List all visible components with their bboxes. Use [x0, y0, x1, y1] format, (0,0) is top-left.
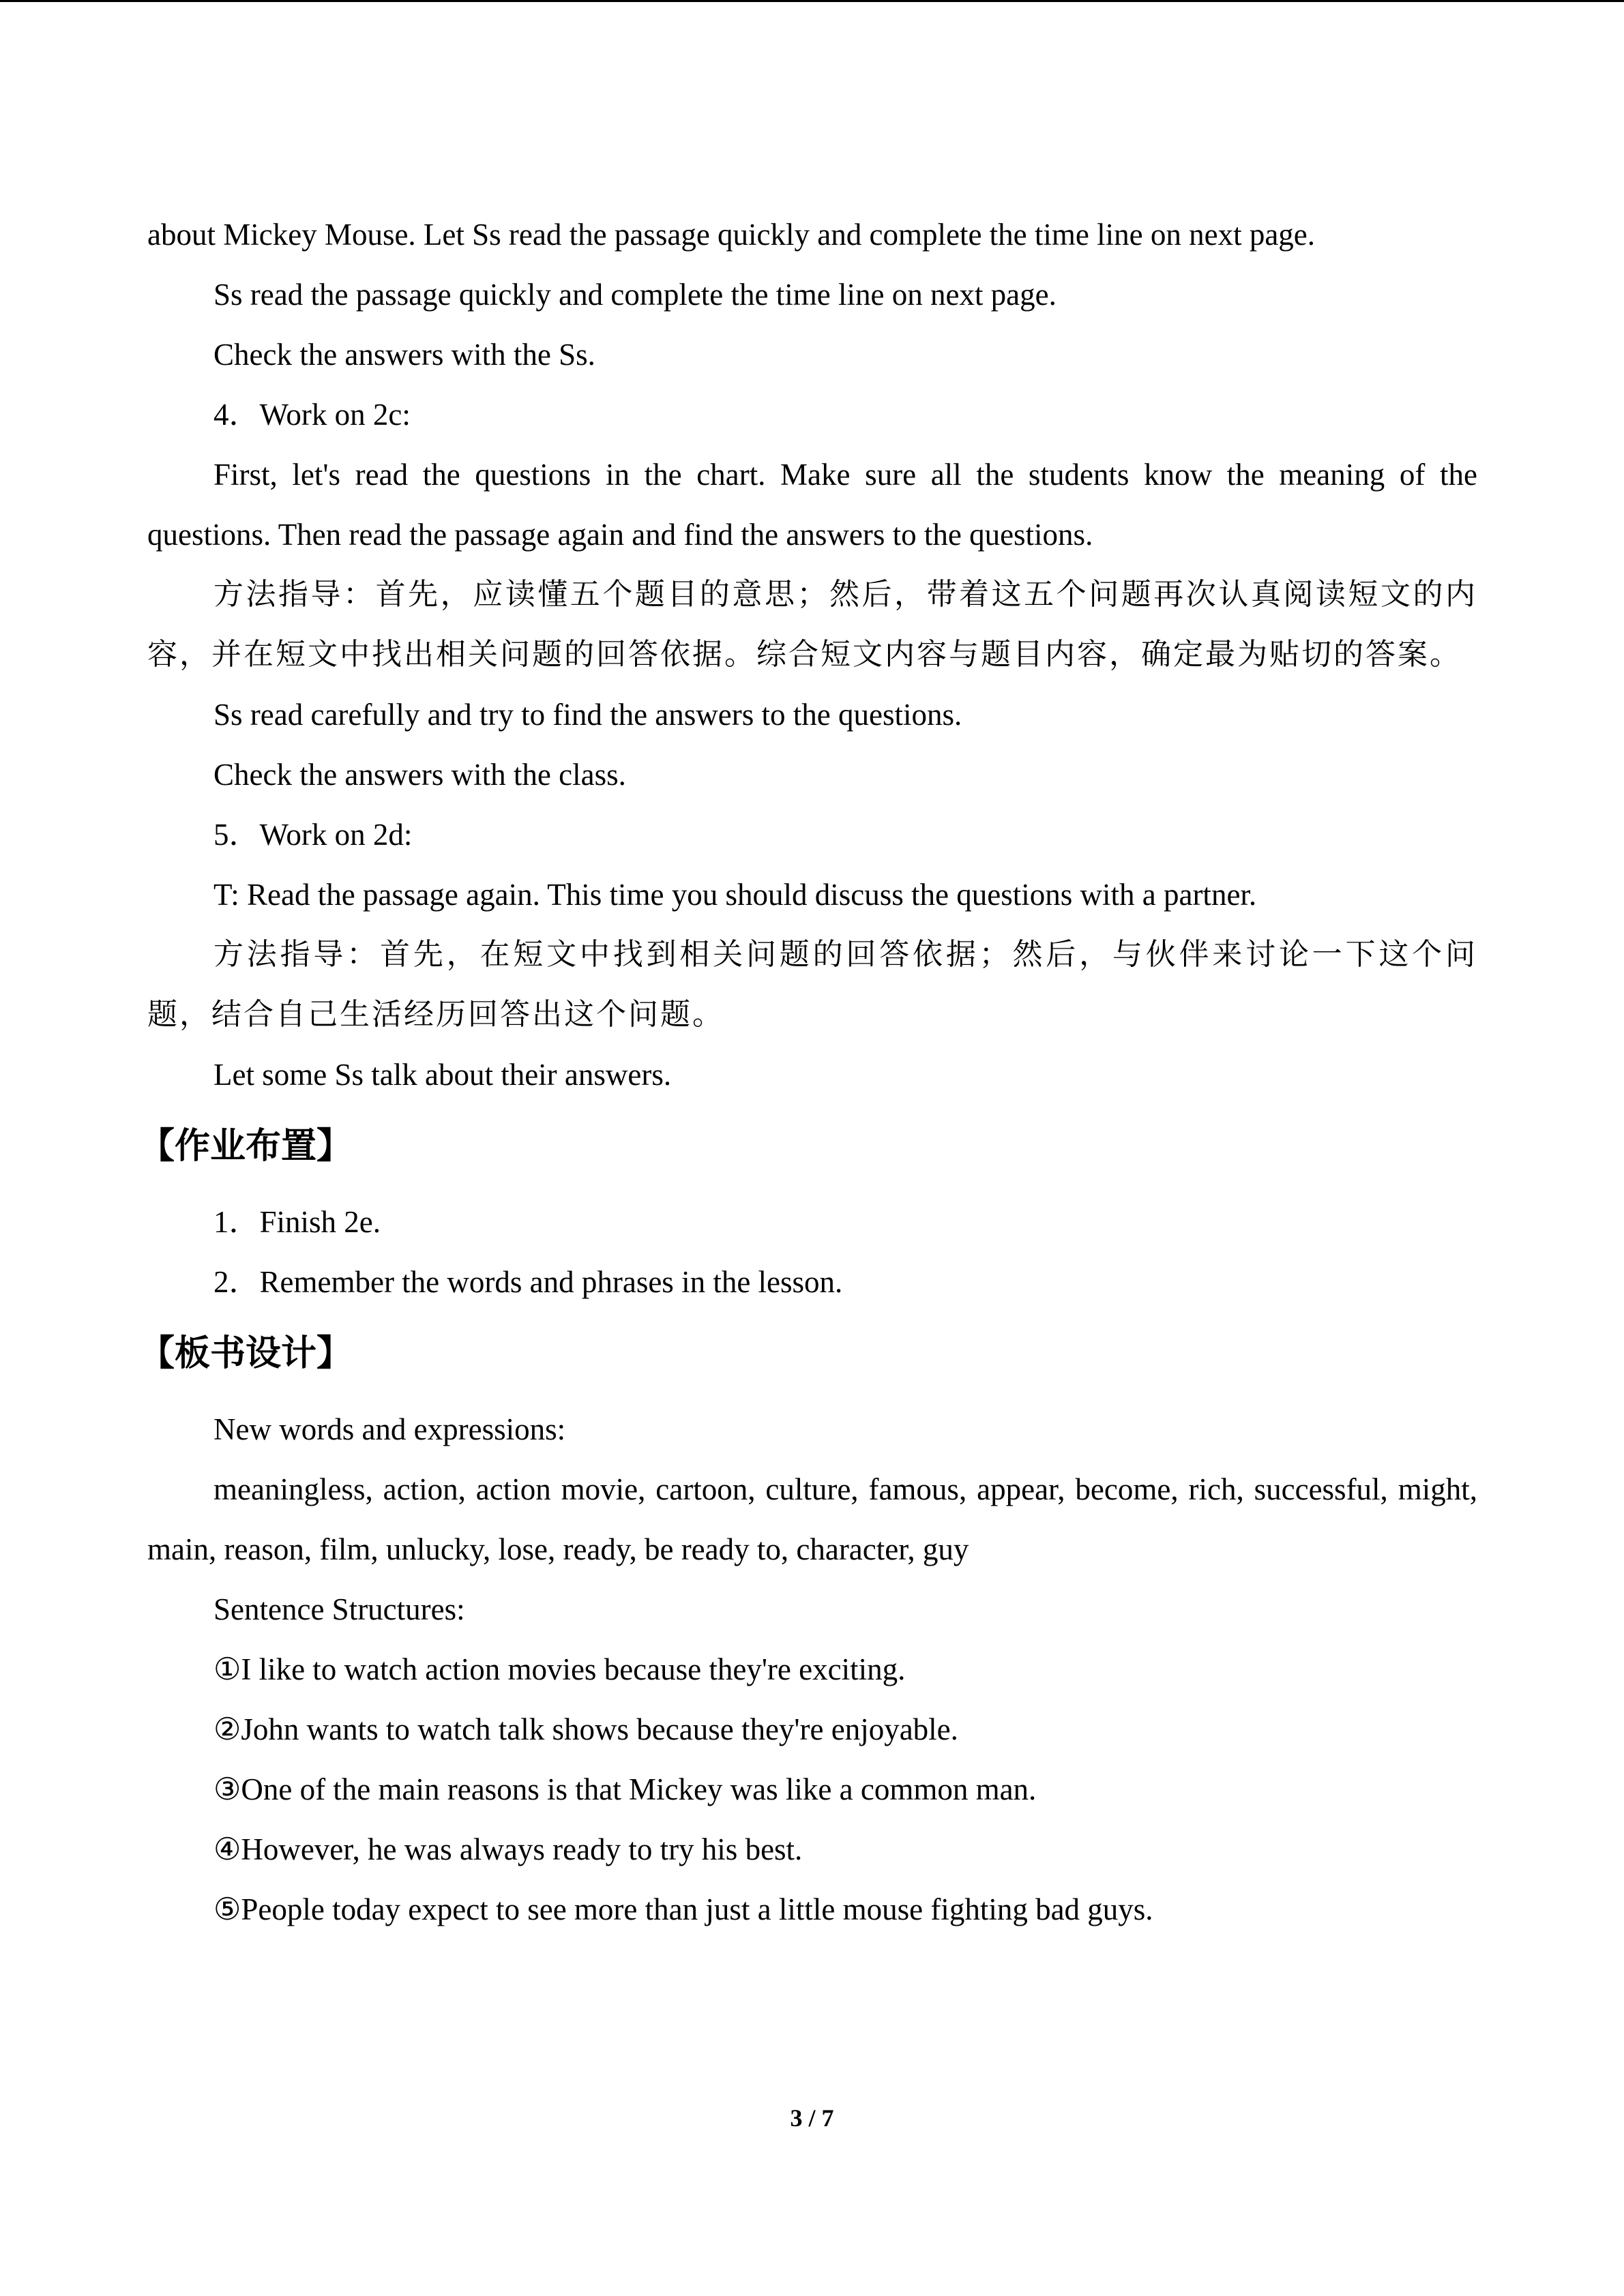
method-guide-2c: 方法指导：首先，应读懂五个题目的意思；然后，带着这五个问题再次认真阅读短文的内容，并在短文中找出相关问题的回答依据。综合短文内容与题目内容，确定最为贴切的答案。: [147, 577, 1477, 672]
paragraph-ss-read-carefully: Ss read carefully and try to find the answers to the questions.: [213, 698, 962, 732]
step-work-on-2d: 5．Work on 2d:: [213, 818, 413, 852]
paragraph-check-with-class: Check the answers with the class.: [213, 758, 626, 792]
sentence-2: ②John wants to watch talk shows because they're enjoyable.: [213, 1712, 958, 1746]
step-work-on-2c: 4．Work on 2c:: [213, 398, 411, 432]
top-border-line: [0, 0, 1624, 2]
paragraph-ss-read: Ss read the passage quickly and complete the time line on next page.: [213, 278, 1057, 312]
paragraph-read-questions: First, let's read the questions in the chart. Make sure all the students know the meaning of the questions. Then read the passage again and find the answers to the questions.: [147, 458, 1477, 552]
homework-item-1: 1．Finish 2e.: [213, 1205, 381, 1239]
method-guide-2d: 方法指导：首先，在短文中找到相关问题的回答依据；然后，与伙伴来讨论一下这个问题，结合自己生活经历回答出这个问题。: [147, 937, 1477, 1032]
sentence-4: ④However, he was always ready to try his best.: [213, 1832, 803, 1866]
paragraph-talk-answers: Let some Ss talk about their answers.: [213, 1058, 672, 1092]
paragraph-continuation: about Mickey Mouse. Let Ss read the passage quickly and complete the time line on next page.: [147, 218, 1316, 252]
homework-heading: 【作业布置】: [139, 1126, 353, 1167]
document-body: [139, 205, 1477, 1939]
paragraph-teacher-instruction: T: Read the passage again. This time you should discuss the questions with a partner.: [213, 878, 1257, 912]
new-words-list: meaningless, action, action movie, cartoon, culture, famous, appear, become, rich, successful, might, main, reason, film, unlucky, lose, ready, be ready to, character, guy: [147, 1472, 1477, 1566]
homework-item-2: 2．Remember the words and phrases in the lesson.: [213, 1265, 843, 1299]
paragraph-check-answers: Check the answers with the Ss.: [213, 338, 595, 372]
sentence-structures-label: Sentence Structures:: [213, 1592, 465, 1626]
sentence-1: ①I like to watch action movies because they're exciting.: [213, 1652, 906, 1686]
new-words-label: New words and expressions:: [213, 1412, 566, 1446]
page-number: 3 / 7: [790, 2104, 834, 2132]
board-design-heading: 【板书设计】: [139, 1333, 353, 1374]
sentence-5: ⑤People today expect to see more than just a little mouse fighting bad guys.: [213, 1892, 1153, 1926]
sentence-3: ③One of the main reasons is that Mickey was like a common man.: [213, 1772, 1037, 1806]
